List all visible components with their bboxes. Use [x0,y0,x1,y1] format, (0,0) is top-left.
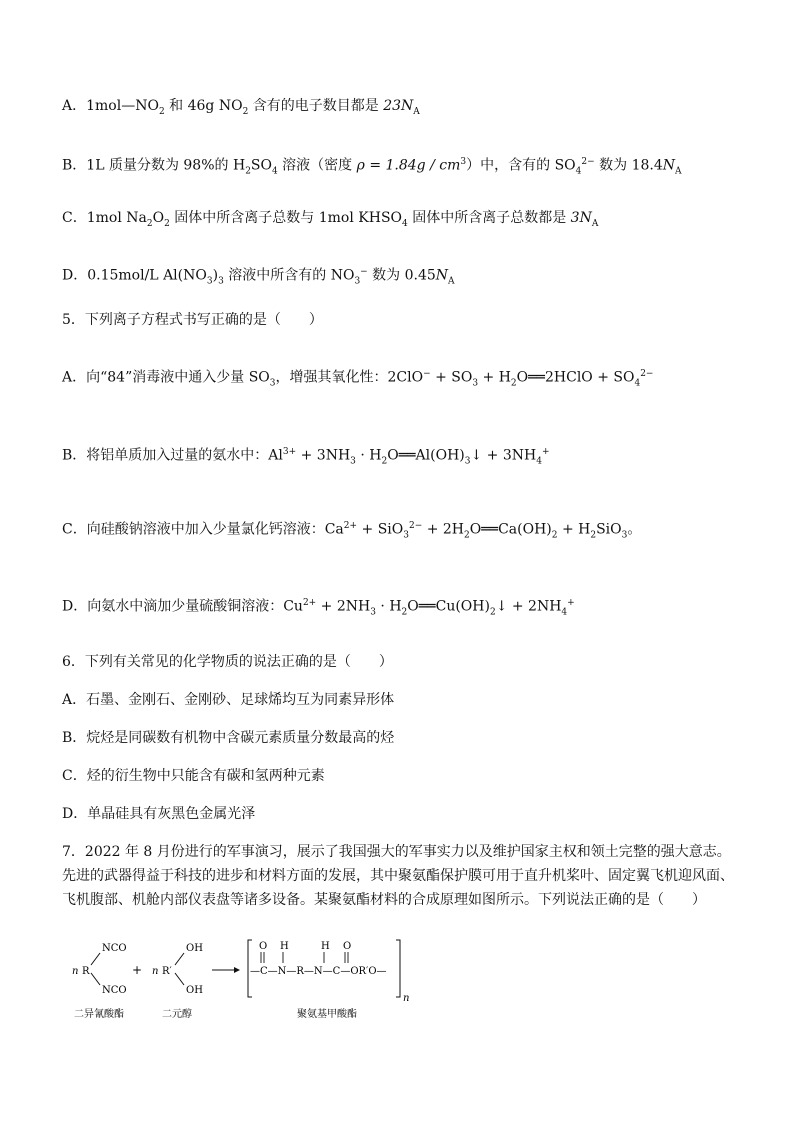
repeat-n: n [403,993,410,1004]
amide-hydrogen: H [321,941,330,952]
oh-group: OH [186,985,203,996]
polyurethane-synthesis-scheme [62,935,422,1025]
diisocyanate-label: 二异氰酸酯 [74,1009,124,1020]
plus-sign: + [132,963,143,977]
polyurethane-label: 聚氨基甲酸酯 [297,1009,357,1020]
q6-stem: 6．下列有关常见的化学物质的说法正确的是（ ） [62,654,393,670]
coefficient-n: n [152,966,159,977]
oh-group: OH [186,943,203,954]
carbonyl-oxygen: O [343,941,352,952]
q6-option-c: C．烃的衍生物中只能含有碳和氢两种元素 [62,768,325,784]
q4-option-b: B．1L 质量分数为 98%的 $H_2SO_4$ 溶液（密度 $\rho = 1.84g / cm^3$）中，含有的 $SO_4^{2-}$ 数为 $18.4N_A$ [62,157,682,177]
right-bracket [396,940,400,997]
q6-option-b: B．烷烃是同碳数有机物中含碳元素质量分数最高的烃 [62,730,395,746]
q5-option-c: C．向硅酸钠溶液中加入少量氯化钙溶液：$Ca^{2+} + SiO_3^{2-}$ + $2H_2O══Ca(OH)_2 + H_2SiO_3$。 [62,521,642,541]
reaction-arrow: ══ [528,369,545,386]
q6-option-a: A．石墨、金刚石、金刚砂、足球烯均互为同素异形体 [62,692,395,708]
q5-stem: 5．下列离子方程式书写正确的是（ ） [62,312,323,328]
q5-option-d: D．向氨水中滴加少量硫酸铜溶液：$Cu^{2+} + 2NH_3$ · $H_2O══Cu(OH)_2↓ + 2NH_4^+$ [62,598,575,618]
q4-option-a: A．$1mol—NO_2$ 和 46g $NO_2$ 含有的电子数目都是 $23N_A$ [62,98,420,117]
r-prime-group: R′ [162,966,172,977]
q5-option-b: B．将铝单质加入过量的氨水中：$Al^{3+} + 3NH_3$ · $H_2O══Al(OH)_3↓ + 3NH_4^+$ [62,447,550,467]
polymer-backbone: —C—N—R—N—C—OR′O— [250,966,387,977]
diol-label: 二元醇 [162,1009,192,1020]
coefficient-n: n [72,966,79,977]
q7-stem: 7．2022 年 8 月份进行的军事演习，展示了我国强大的军事实力以及维护国家主权和领土完整的强大意志。先进的武器得益于科技的进步和材料方面的发展，其中聚氨酯保护膜可用于直升机桨叶、固定翼飞机迎风面、飞机腹部、机舱内部仪表盘等诸多设备。某聚氨酯材料的合成原理如图所示。下列说法正确的是（ ） [62,844,734,908]
reaction-arrow: ══ [481,521,499,538]
amide-hydrogen: H [280,941,289,952]
nco-group: NCO [102,985,127,996]
nco-group: NCO [102,943,127,954]
q4-option-d: D．0.15mol/L $Al(NO_3)_3$ 溶液中所含有的 $NO_3^-$ 数为 $0.45N_A$ [62,267,455,287]
q5-option-a: A．向“84”消毒液中通入少量 $SO_3$，增强其氧化性：$2ClO^- + SO_3$ + $H_2O══2HClO + SO_4^{2-}$ [62,369,654,389]
q4-option-c: C．1mol $Na_2O_2$ 固体中所含离子总数与 1mol $KHSO_4$ 固体中所含离子总数都是 $3N_A$ [62,210,599,229]
reaction-arrow: ══ [398,447,416,464]
reaction-arrow: ══ [418,598,436,615]
q6-option-d: D．单晶硅具有灰黑色金属光泽 [62,806,256,822]
r-group: R [82,966,90,977]
carbonyl-oxygen: O [259,941,268,952]
